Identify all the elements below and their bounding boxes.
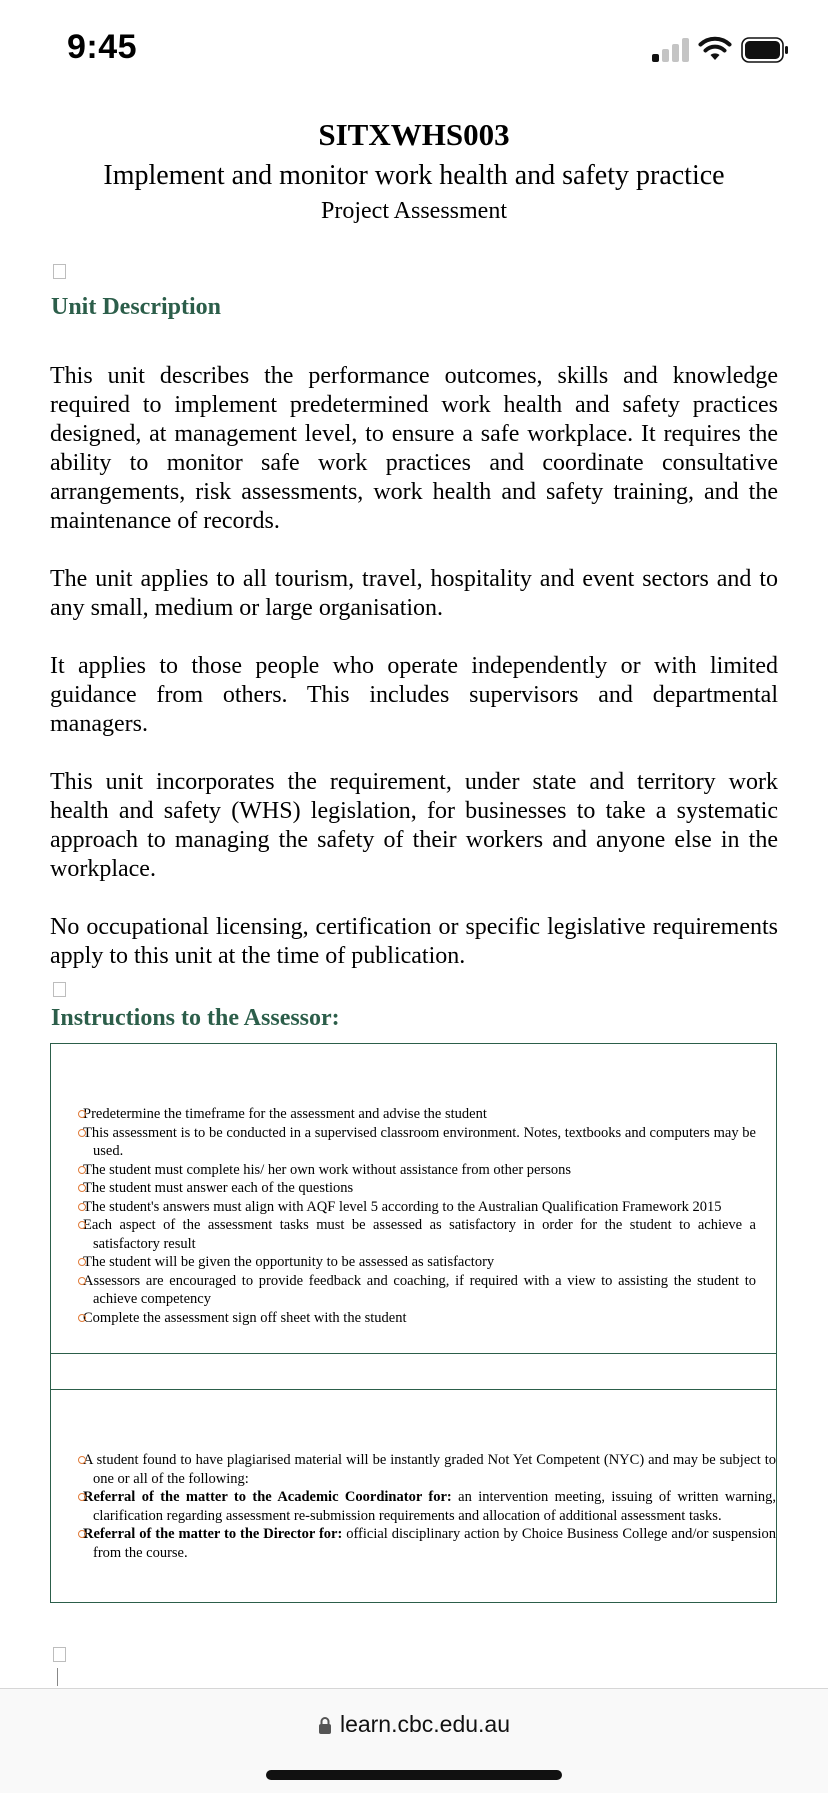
list-item: The student will be given the opportunity to be assessed as satisfactory (51, 1253, 776, 1272)
unit-code: SITXWHS003 (318, 117, 510, 152)
list-item: The student's answers must align with AQF level 5 according to the Australian Qualification Framework 2015 (51, 1198, 776, 1217)
bullet-circle-icon (78, 1203, 86, 1211)
list-item: Referral of the matter to the Academic Coordinator for: an intervention meeting, issuing of written warning, clarification regarding assessment re-submission requirements and allocation of additional assessment tasks. (51, 1488, 776, 1525)
description-paragraph: This unit incorporates the requirement, under state and territory work health and safety (WHS) legislation, for businesses to take a systematic approach to managing the safety of their workers and anyone else in the workplace. (50, 769, 778, 882)
bullet-circle-icon (78, 1129, 86, 1137)
description-paragraph: It applies to those people who operate independently or with limited guidance from others. This includes supervisors and departmental managers. (50, 653, 778, 737)
bullet-circle-icon (78, 1166, 86, 1174)
bullet-circle-icon (78, 1277, 86, 1285)
assessor-instructions-panel (50, 1043, 777, 1354)
unit-description (50, 362, 778, 1000)
lock-icon (318, 1716, 332, 1735)
bullet-circle-icon (78, 1110, 86, 1118)
text-cursor (57, 1668, 58, 1686)
image-placeholder-icon (53, 982, 66, 997)
list-item: This assessment is to be conducted in a supervised classroom environment. Notes, textbooks and computers may be used. (51, 1124, 776, 1161)
list-item: Assessors are encouraged to provide feedback and coaching, if required with a view to assisting the student to achieve competency (51, 1272, 776, 1309)
document-subtitle: Project Assessment (321, 198, 507, 224)
list-item: Referral of the matter to the Director for: official disciplinary action by Choice Business College and/or suspension from the course. (51, 1525, 776, 1562)
unit-description-heading: Unit Description (51, 294, 221, 320)
bullet-circle-icon (78, 1184, 86, 1192)
cellular-signal-icon (652, 38, 690, 62)
bullet-circle-icon (78, 1221, 86, 1229)
image-placeholder-icon (53, 1647, 66, 1662)
description-paragraph: No occupational licensing, certification or specific legislative requirements apply to this unit at the time of publication. (50, 914, 778, 969)
bullet-circle-icon (78, 1314, 86, 1322)
description-paragraph: The unit applies to all tourism, travel, hospitality and event sectors and to any small, medium or large organisation. (50, 566, 778, 621)
plagiarism-panel (50, 1389, 777, 1603)
bullet-circle-icon (78, 1258, 86, 1266)
url-display[interactable] (0, 1711, 828, 1738)
image-placeholder-icon (53, 264, 66, 279)
status-bar (0, 0, 828, 100)
home-indicator[interactable] (266, 1770, 562, 1780)
bullet-circle-icon (78, 1493, 86, 1501)
instructions-list (51, 1105, 776, 1327)
status-time: 9:45 (67, 28, 138, 66)
list-item: Predetermine the timeframe for the assessment and advise the student (51, 1105, 776, 1124)
description-paragraph: This unit describes the performance outcomes, skills and knowledge required to implement predetermined work health and safety practices designed, at management level, to ensure a safe workplace. It requires the ability to monitor safe work practices and coordinate consultative arrangements, risk assessments, work health and safety training, and the maintenance of records. (50, 363, 778, 534)
list-item: Each aspect of the assessment tasks must be assessed as satisfactory in order for the student to achieve a satisfactory result (51, 1216, 776, 1253)
unit-title: Implement and monitor work health and safety practice (103, 160, 725, 191)
empty-table-row (50, 1353, 777, 1390)
wifi-icon (698, 36, 732, 62)
list-item: A student found to have plagiarised material will be instantly graded Not Yet Competent (NYC) and may be subject to one or all of the following: (51, 1451, 776, 1488)
document-header (0, 112, 828, 228)
plagiarism-list (51, 1451, 776, 1562)
bullet-circle-icon (78, 1456, 86, 1464)
list-item: The student must complete his/ her own work without assistance from other persons (51, 1161, 776, 1180)
url-text: learn.cbc.edu.au (339, 1711, 511, 1737)
bullet-circle-icon (78, 1530, 86, 1538)
list-item: The student must answer each of the questions (51, 1179, 776, 1198)
list-item: Complete the assessment sign off sheet with the student (51, 1309, 776, 1328)
instructions-heading: Instructions to the Assessor: (51, 1005, 340, 1031)
battery-icon (741, 37, 789, 63)
